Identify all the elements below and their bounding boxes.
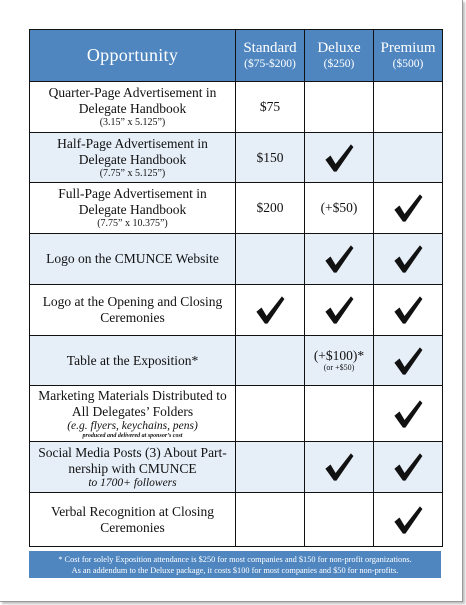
opportunity-title: Marketing Materials Distributed to All Delegates’ Folders: [38, 387, 227, 419]
table-row: [30, 82, 443, 133]
checkmark-icon: [391, 242, 425, 276]
opportunity-title: Quarter-Page Advertisement in Delegate Handbook: [48, 85, 217, 116]
opportunity-title: Full-Page Advertisement in Delegate Handbook: [58, 186, 207, 217]
opportunity-cell: [30, 183, 236, 234]
header-standard: [236, 30, 305, 82]
deluxe-cell: [305, 133, 374, 183]
premium-cell: [374, 386, 443, 442]
premium-cell: [374, 493, 443, 547]
standard-cell: [236, 493, 305, 547]
opportunity-cell: [30, 493, 236, 547]
checkmark-icon: [391, 397, 425, 431]
deluxe-cell: [305, 336, 374, 386]
checkmark-icon: [391, 344, 425, 378]
standard-cell: $75: [236, 82, 305, 133]
ad-size: (7.75” x 10.375”): [97, 218, 168, 229]
materials-fine-print: produced and delivered at sponsor’s cost: [82, 432, 183, 439]
deluxe-cell: [305, 82, 374, 133]
checkmark-icon: [322, 141, 356, 175]
deluxe-cell: [305, 442, 374, 493]
premium-cell: [374, 133, 443, 183]
materials-example: (e.g. flyers, keychains, pens): [67, 419, 198, 432]
standard-cell: [236, 442, 305, 493]
table-row: [30, 442, 443, 493]
followers-reach: to 1700+ followers: [88, 476, 177, 489]
header-premium: [374, 30, 443, 82]
table-row: [30, 133, 443, 183]
opportunity-title: Half-Page Advertisement in Delegate Handbook: [57, 135, 208, 167]
checkmark-icon: [391, 293, 425, 327]
opportunity-cell: [30, 133, 236, 183]
deluxe-cell: [305, 386, 374, 442]
standard-cell: $150: [236, 133, 305, 183]
header-row: [30, 30, 443, 82]
checkmark-icon: [391, 191, 425, 225]
premium-cell: [374, 442, 443, 493]
deluxe-cell: [305, 493, 374, 547]
tier-price: ($500): [392, 58, 424, 70]
checkmark-icon: [391, 450, 425, 484]
standard-cell: [236, 386, 305, 442]
deluxe-cell: (+$50): [305, 183, 374, 234]
ad-size: (3.15” x 5.125”): [99, 117, 166, 128]
opportunity-cell: [30, 336, 236, 386]
opportunity-title: Verbal Recognition at Closing Ceremonies: [50, 503, 215, 535]
opportunity-cell: [30, 285, 236, 336]
header-deluxe: [305, 30, 374, 82]
premium-cell: [374, 285, 443, 336]
sponsorship-table: [29, 29, 443, 547]
opportunity-cell: [30, 386, 236, 442]
opportunity-title: Logo on the CMUNCE Website: [46, 251, 219, 266]
premium-cell: [374, 234, 443, 285]
tier-name: Premium: [380, 40, 436, 56]
footnote-line-2: As an addendum to the Deluxe package, it costs $100 for most companies and $50 for non-profits.: [71, 566, 399, 575]
checkmark-icon: [322, 242, 356, 276]
table-row: [30, 234, 443, 285]
table-row: [30, 285, 443, 336]
deluxe-price: (+$100)*: [313, 348, 365, 363]
premium-cell: [374, 183, 443, 234]
opportunity-title: Table at the Exposition*: [66, 352, 199, 368]
standard-cell: [236, 285, 305, 336]
table-row: [30, 336, 443, 386]
ad-size: (7.75” x 5.125”): [99, 167, 166, 179]
opportunity-cell: [30, 442, 236, 493]
checkmark-icon: [322, 293, 356, 327]
checkmark-icon: [253, 293, 287, 327]
table-row: [30, 386, 443, 442]
footnote-line-1: * Cost for solely Exposition attendance is $250 for most companies and $150 for non-profit organizations.: [58, 555, 412, 564]
opportunity-title: Logo at the Opening and Closing Ceremonies: [42, 294, 223, 325]
premium-cell: [374, 82, 443, 133]
standard-cell: $200: [236, 183, 305, 234]
tier-price: ($75-$200): [244, 58, 296, 70]
checkmark-icon: [391, 503, 425, 537]
deluxe-price-note: (or +$50): [323, 363, 355, 372]
tier-name: Standard: [243, 40, 297, 56]
footnote-banner: [29, 551, 441, 578]
premium-cell: [374, 336, 443, 386]
table-row: [30, 183, 443, 234]
header-opportunity: Opportunity: [30, 30, 236, 82]
opportunity-title: Social Media Posts (3) About Part-nership with CMUNCE: [38, 444, 227, 476]
standard-cell: [236, 336, 305, 386]
deluxe-cell: [305, 285, 374, 336]
standard-cell: [236, 234, 305, 285]
opportunity-cell: [30, 234, 236, 285]
tier-price: ($250): [323, 58, 355, 70]
opportunity-cell: [30, 82, 236, 133]
table-row: [30, 493, 443, 547]
tier-name: Deluxe: [317, 40, 361, 56]
checkmark-icon: [322, 450, 356, 484]
deluxe-cell: [305, 234, 374, 285]
